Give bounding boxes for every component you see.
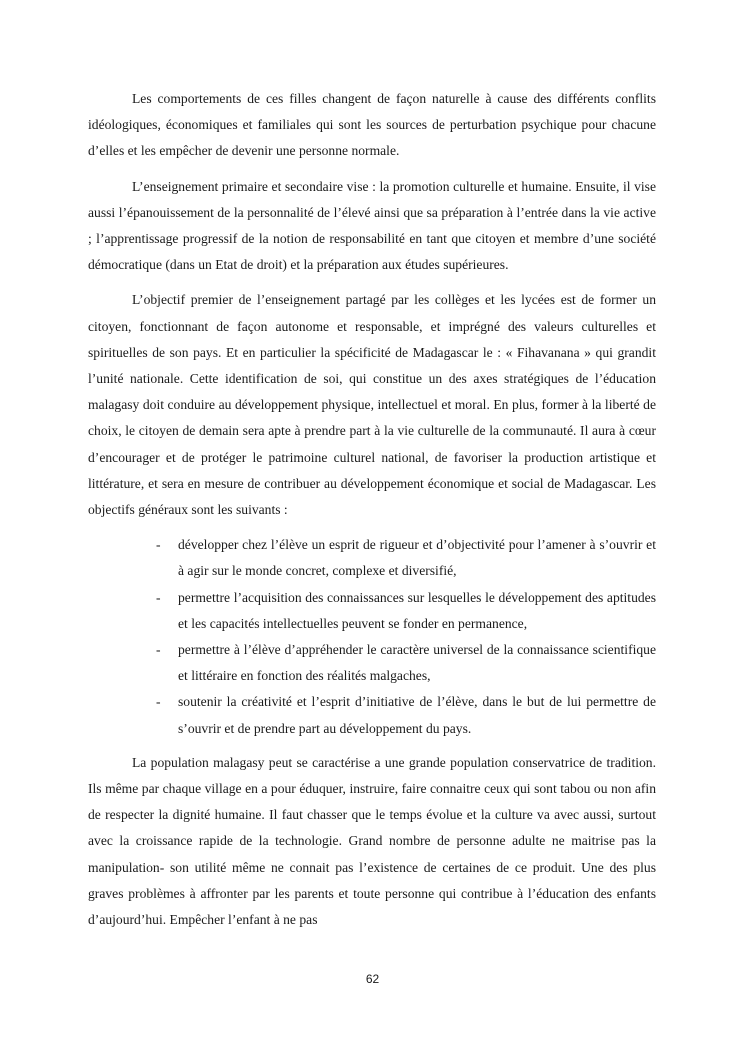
bullet-dash: -	[156, 537, 161, 553]
bullet-dash: -	[156, 694, 161, 710]
list-item	[88, 637, 656, 689]
list-item-text: permettre à l’élève d’appréhender le caractère universel de la connaissance scientifique et littéraire en fonction des réalités malgaches,	[178, 642, 656, 684]
paragraph-population: La population malagasy peut se caractérise a une grande population conservatrice de tradition. Ils même par chaque village en a pour éduquer, instruire, faire connaitre ceux qui sont tabou ou non afin de respecter la dignité humaine. Il faut chasser que le temps évolue et la culture va avec aussi, surtout avec la croissance rapide de la technologie. Grand nombre de personne adulte ne maitrise pas la manipulation- son utilité même ne connait pas l’existence de certaines de ce produit. Une des plus graves problèmes à affronter par les parents et toute personne qui contribue à l’éducation des enfants d’aujourd’hui. Empêcher l’enfant à ne pas	[88, 754, 656, 928]
paragraph-behaviour: Les comportements de ces filles changent de façon naturelle à cause des différents conflits idéologiques, économiques et familiales qui sont les sources de perturbation psychique pour chacune d’elles et les empêcher de devenir une personne normale.	[88, 91, 656, 159]
document-page	[88, 86, 656, 942]
paragraph-teaching-aims: L’enseignement primaire et secondaire vise : la promotion culturelle et humaine. Ensuite, il vise aussi l’épanouissement de la personnalité de l’élevé ainsi que sa préparation à l’entrée dans la vie active ; l’apprentissage progressif de la notion de responsabilité en tant que citoyen et membre d’une société démocratique (dans un Etat de droit) et la préparation aux études supérieures.	[88, 178, 656, 273]
list-item	[88, 585, 656, 637]
page-number: 62	[365, 972, 380, 986]
list-item-text: développer chez l’élève un esprit de rigueur et d’objectivité pour l’amener à s’ouvrir et à agir sur le monde concret, complexe et diversifié,	[178, 537, 656, 579]
objectives-list	[88, 532, 656, 742]
bullet-dash: -	[156, 642, 161, 658]
bullet-dash: -	[156, 589, 161, 605]
paragraph-main-objective: L’objectif premier de l’enseignement partagé par les collèges et les lycées est de former un citoyen, fonctionnant de façon autonome et responsable, et imprégné des valeurs culturelles et spirituelles de son pays. Et en particulier la spécificité de Madagascar le : « Fihavanana » qui grandit l’unité nationale. Cette identification de soi, qui constitue un des axes stratégiques de l’éducation malagasy doit conduire au développement physique, intellectuel et moral. En plus, former à la liberté de choix, le citoyen de demain sera apte à prendre part à la vie culturelle de la communauté. Il aura à cœur d’encourager et de protéger le patrimoine culturel national, de favoriser la production artistique et littérature, et sera en mesure de contribuer au développement économique et social de Madagascar. Les objectifs généraux sont les suivants :	[88, 292, 656, 518]
list-item-text: soutenir la créativité et l’esprit d’initiative de l’élève, dans le but de lui permettre de s’ouvrir et de prendre part au développement du pays.	[178, 694, 656, 736]
list-item	[88, 689, 656, 741]
list-item	[88, 532, 656, 584]
list-item-text: permettre l’acquisition des connaissances sur lesquelles le développement des aptitudes et les capacités intellectuelles peuvent se fonder en permanence,	[178, 589, 656, 631]
